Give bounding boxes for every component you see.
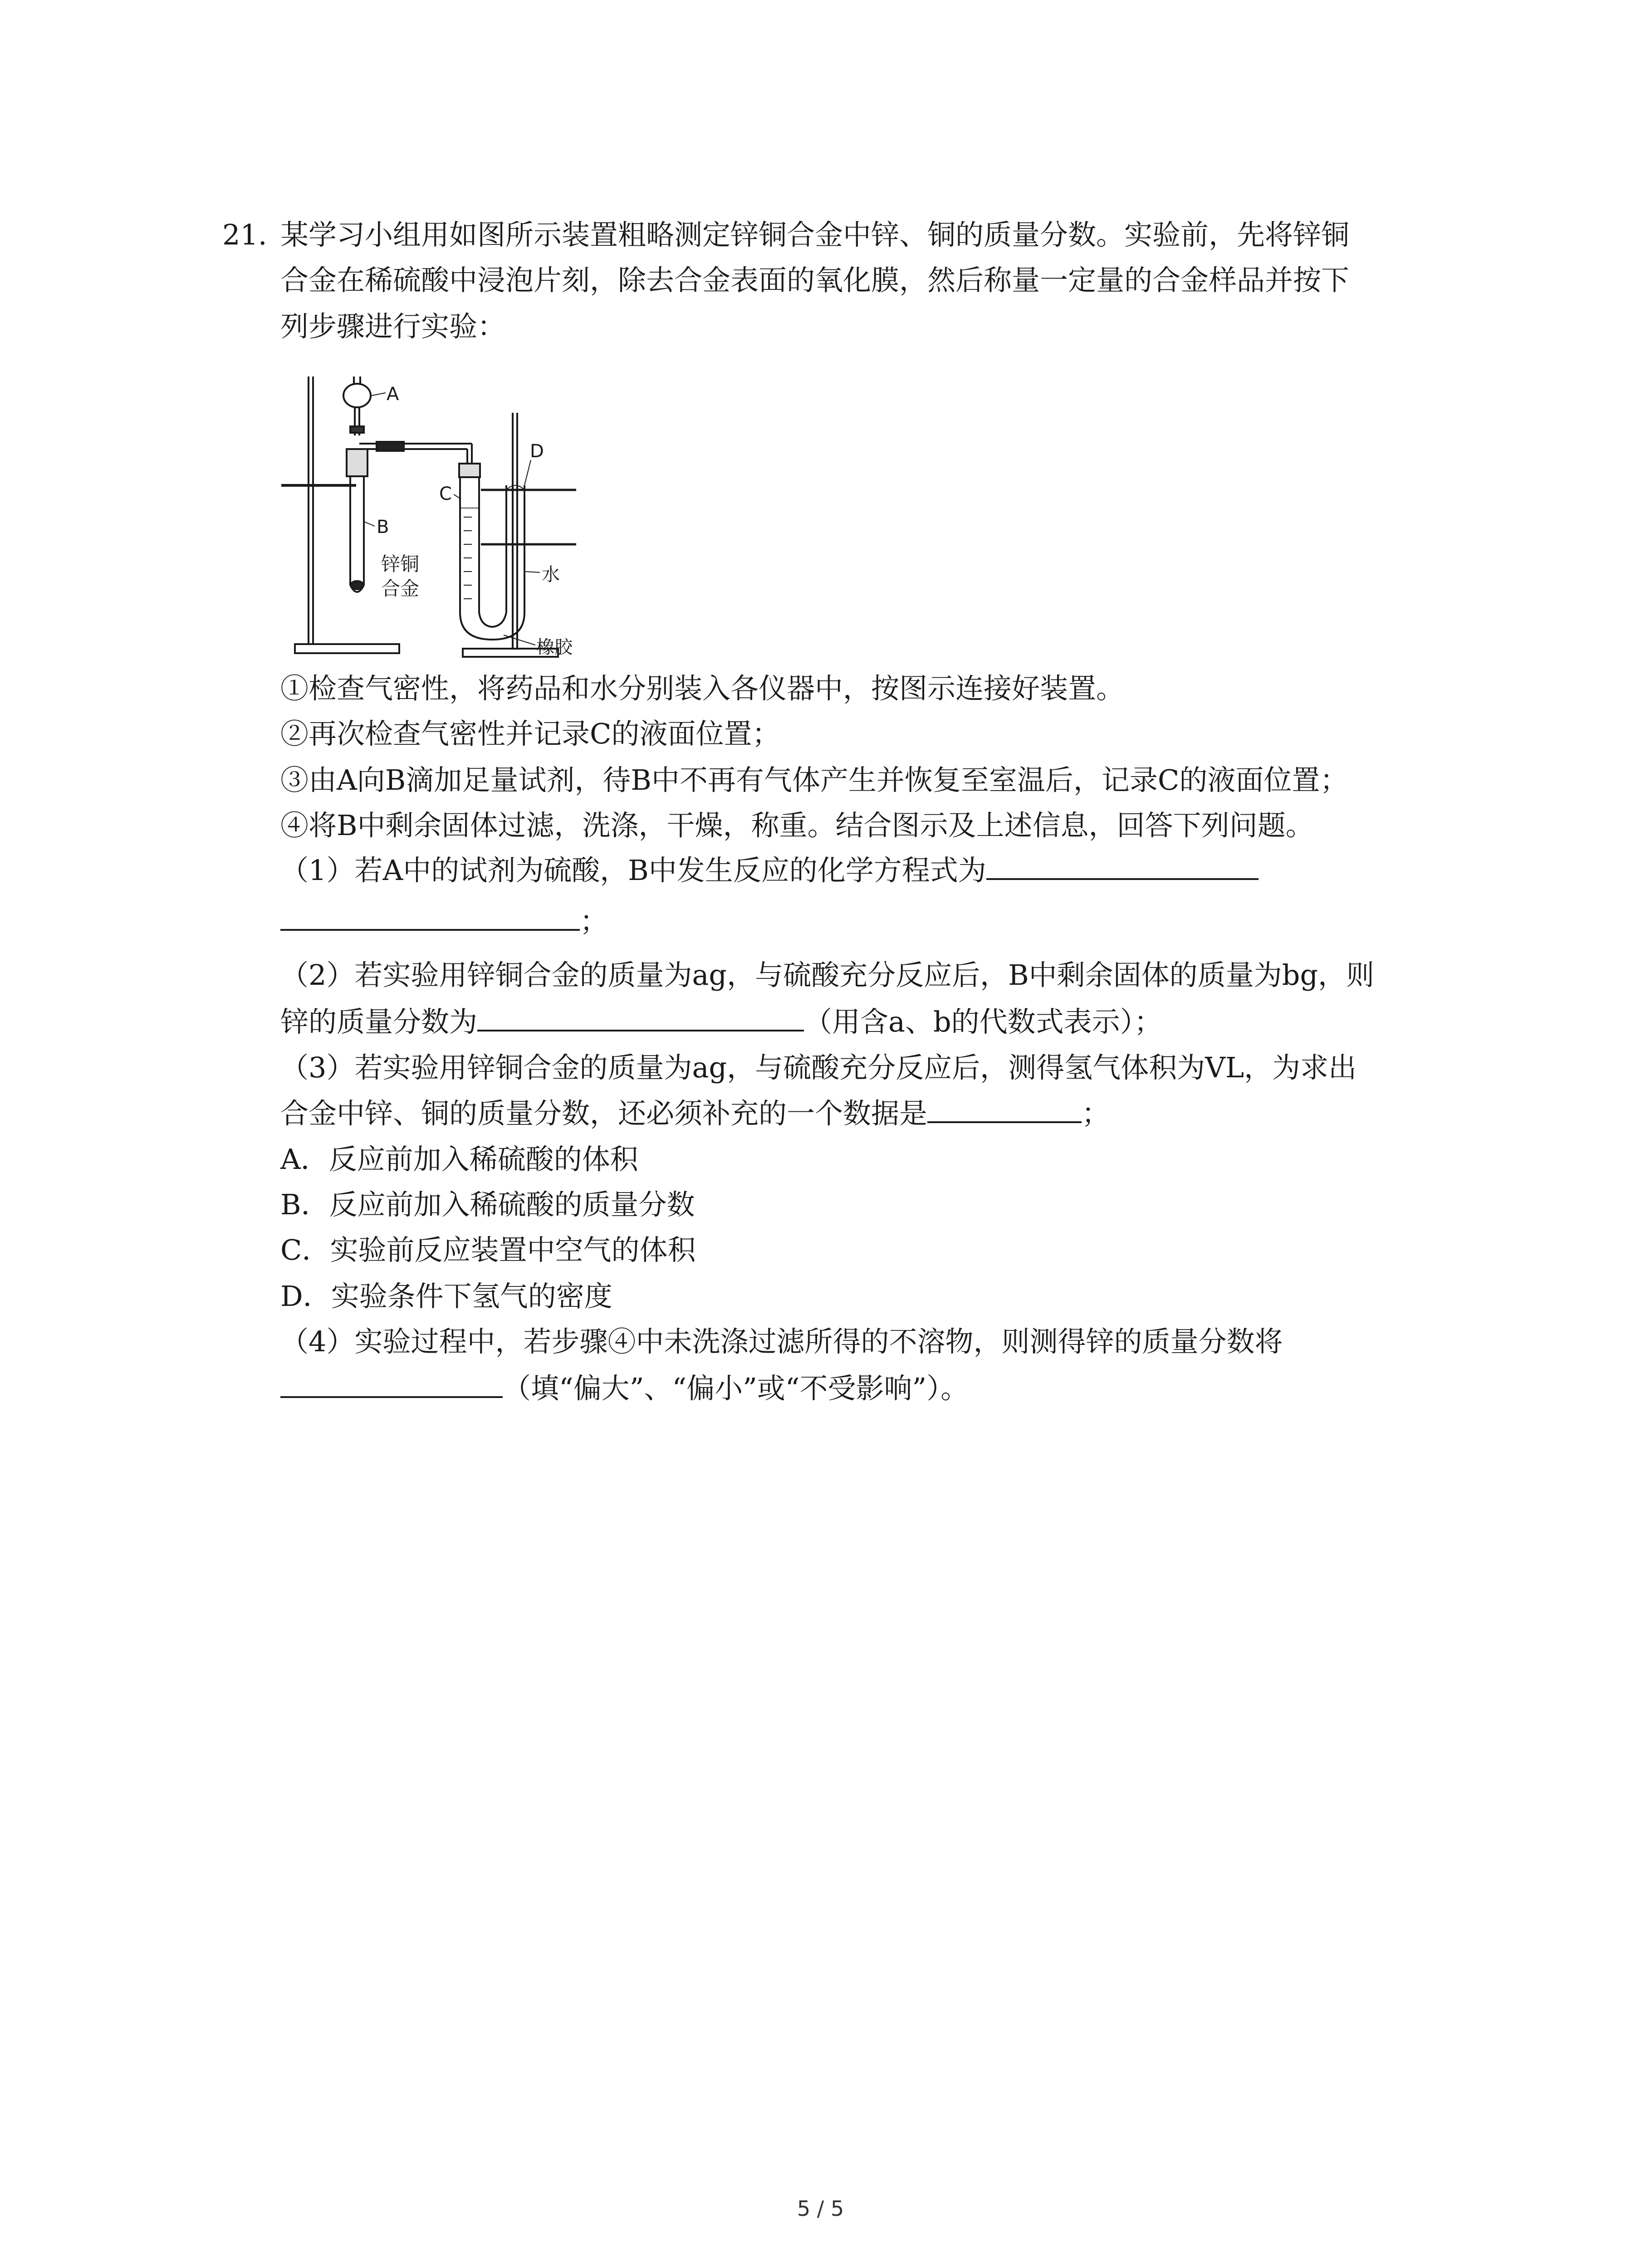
apparatus-figure [268,358,631,676]
q2-text-start: 锌的质量分数为 [280,1005,478,1038]
step-4: ④将B中剩余固体过滤，洗涤，干燥，称重。结合图示及上述信息，回答下列问题。 [280,809,1314,842]
label-alloy-1: 锌铜 [381,553,420,575]
intro-line-1: 某学习小组用如图所示装置粗略测定锌铜合金中锌、铜的质量分数。实验前，先将锌铜 [280,218,1350,251]
q3-option-a: A．反应前加入稀硫酸的体积 [280,1143,638,1176]
step-1: ①检查气密性，将药品和水分别装入各仪器中，按图示连接好装置。 [280,672,1125,705]
q1-line-1 [280,852,1259,889]
q3-text-end: ； [1082,1097,1110,1130]
q4-blank[interactable] [280,1370,503,1398]
step-2: ②再次检查气密性并记录C的液面位置； [280,717,780,750]
q2-line-2 [280,1003,1162,1040]
q1-text: （1）若A中的试剂为硫酸，B中发生反应的化学方程式为 [280,854,986,887]
q3-option-c: C．实验前反应装置中空气的体积 [280,1233,696,1266]
label-b: B [377,517,389,538]
q2-line-1: （2）若实验用锌铜合金的质量为ag，与硫酸充分反应后，B中剩余固体的质量为bg，则 [280,958,1375,992]
q1-blank-1[interactable] [986,852,1259,880]
q3-line-2 [280,1095,1110,1132]
question-number: 21. [222,218,267,251]
q3-line-1: （3）若实验用锌铜合金的质量为ag，与硫酸充分反应后，测得氢气体积为VL，为求出 [280,1051,1357,1084]
q4-line-1: （4）实验过程中，若步骤④中未洗涤过滤所得的不溶物，则测得锌的质量分数将 [280,1325,1283,1358]
q1-line-2 [280,903,608,939]
q2-blank[interactable] [477,1003,804,1031]
step-3: ③由A向B滴加足量试剂，待B中不再有气体产生并恢复至室温后，记录C的液面位置； [280,763,1348,797]
q3-option-b: B．反应前加入稀硫酸的质量分数 [280,1188,695,1221]
q1-blank-2[interactable] [280,903,580,931]
intro-line-2: 合金在稀硫酸中浸泡片刻，除去合金表面的氧化膜，然后称量一定量的合金样品并按下 [280,264,1350,297]
q4-line-2 [280,1370,969,1407]
q1-end: ； [580,904,608,938]
label-alloy-2: 合金 [381,577,420,600]
page-number: 5 / 5 [797,2196,844,2221]
label-a: A [387,384,399,405]
q3-text-start: 合金中锌、铜的质量分数，还必须补充的一个数据是 [280,1097,928,1130]
label-water: 水 [542,564,560,585]
q3-blank[interactable] [927,1095,1082,1123]
intro-line-3: 列步骤进行实验： [280,310,506,343]
label-rubber: 橡胶 [536,637,573,658]
label-d: D [530,441,544,462]
q4-text-end: （填“偏大”、“偏小”或“不受影响”）。 [503,1372,969,1405]
q3-option-d: D．实验条件下氢气的密度 [280,1280,612,1313]
label-c: C [439,484,452,504]
q2-text-end: （用含a、b的代数式表示）； [804,1005,1162,1038]
